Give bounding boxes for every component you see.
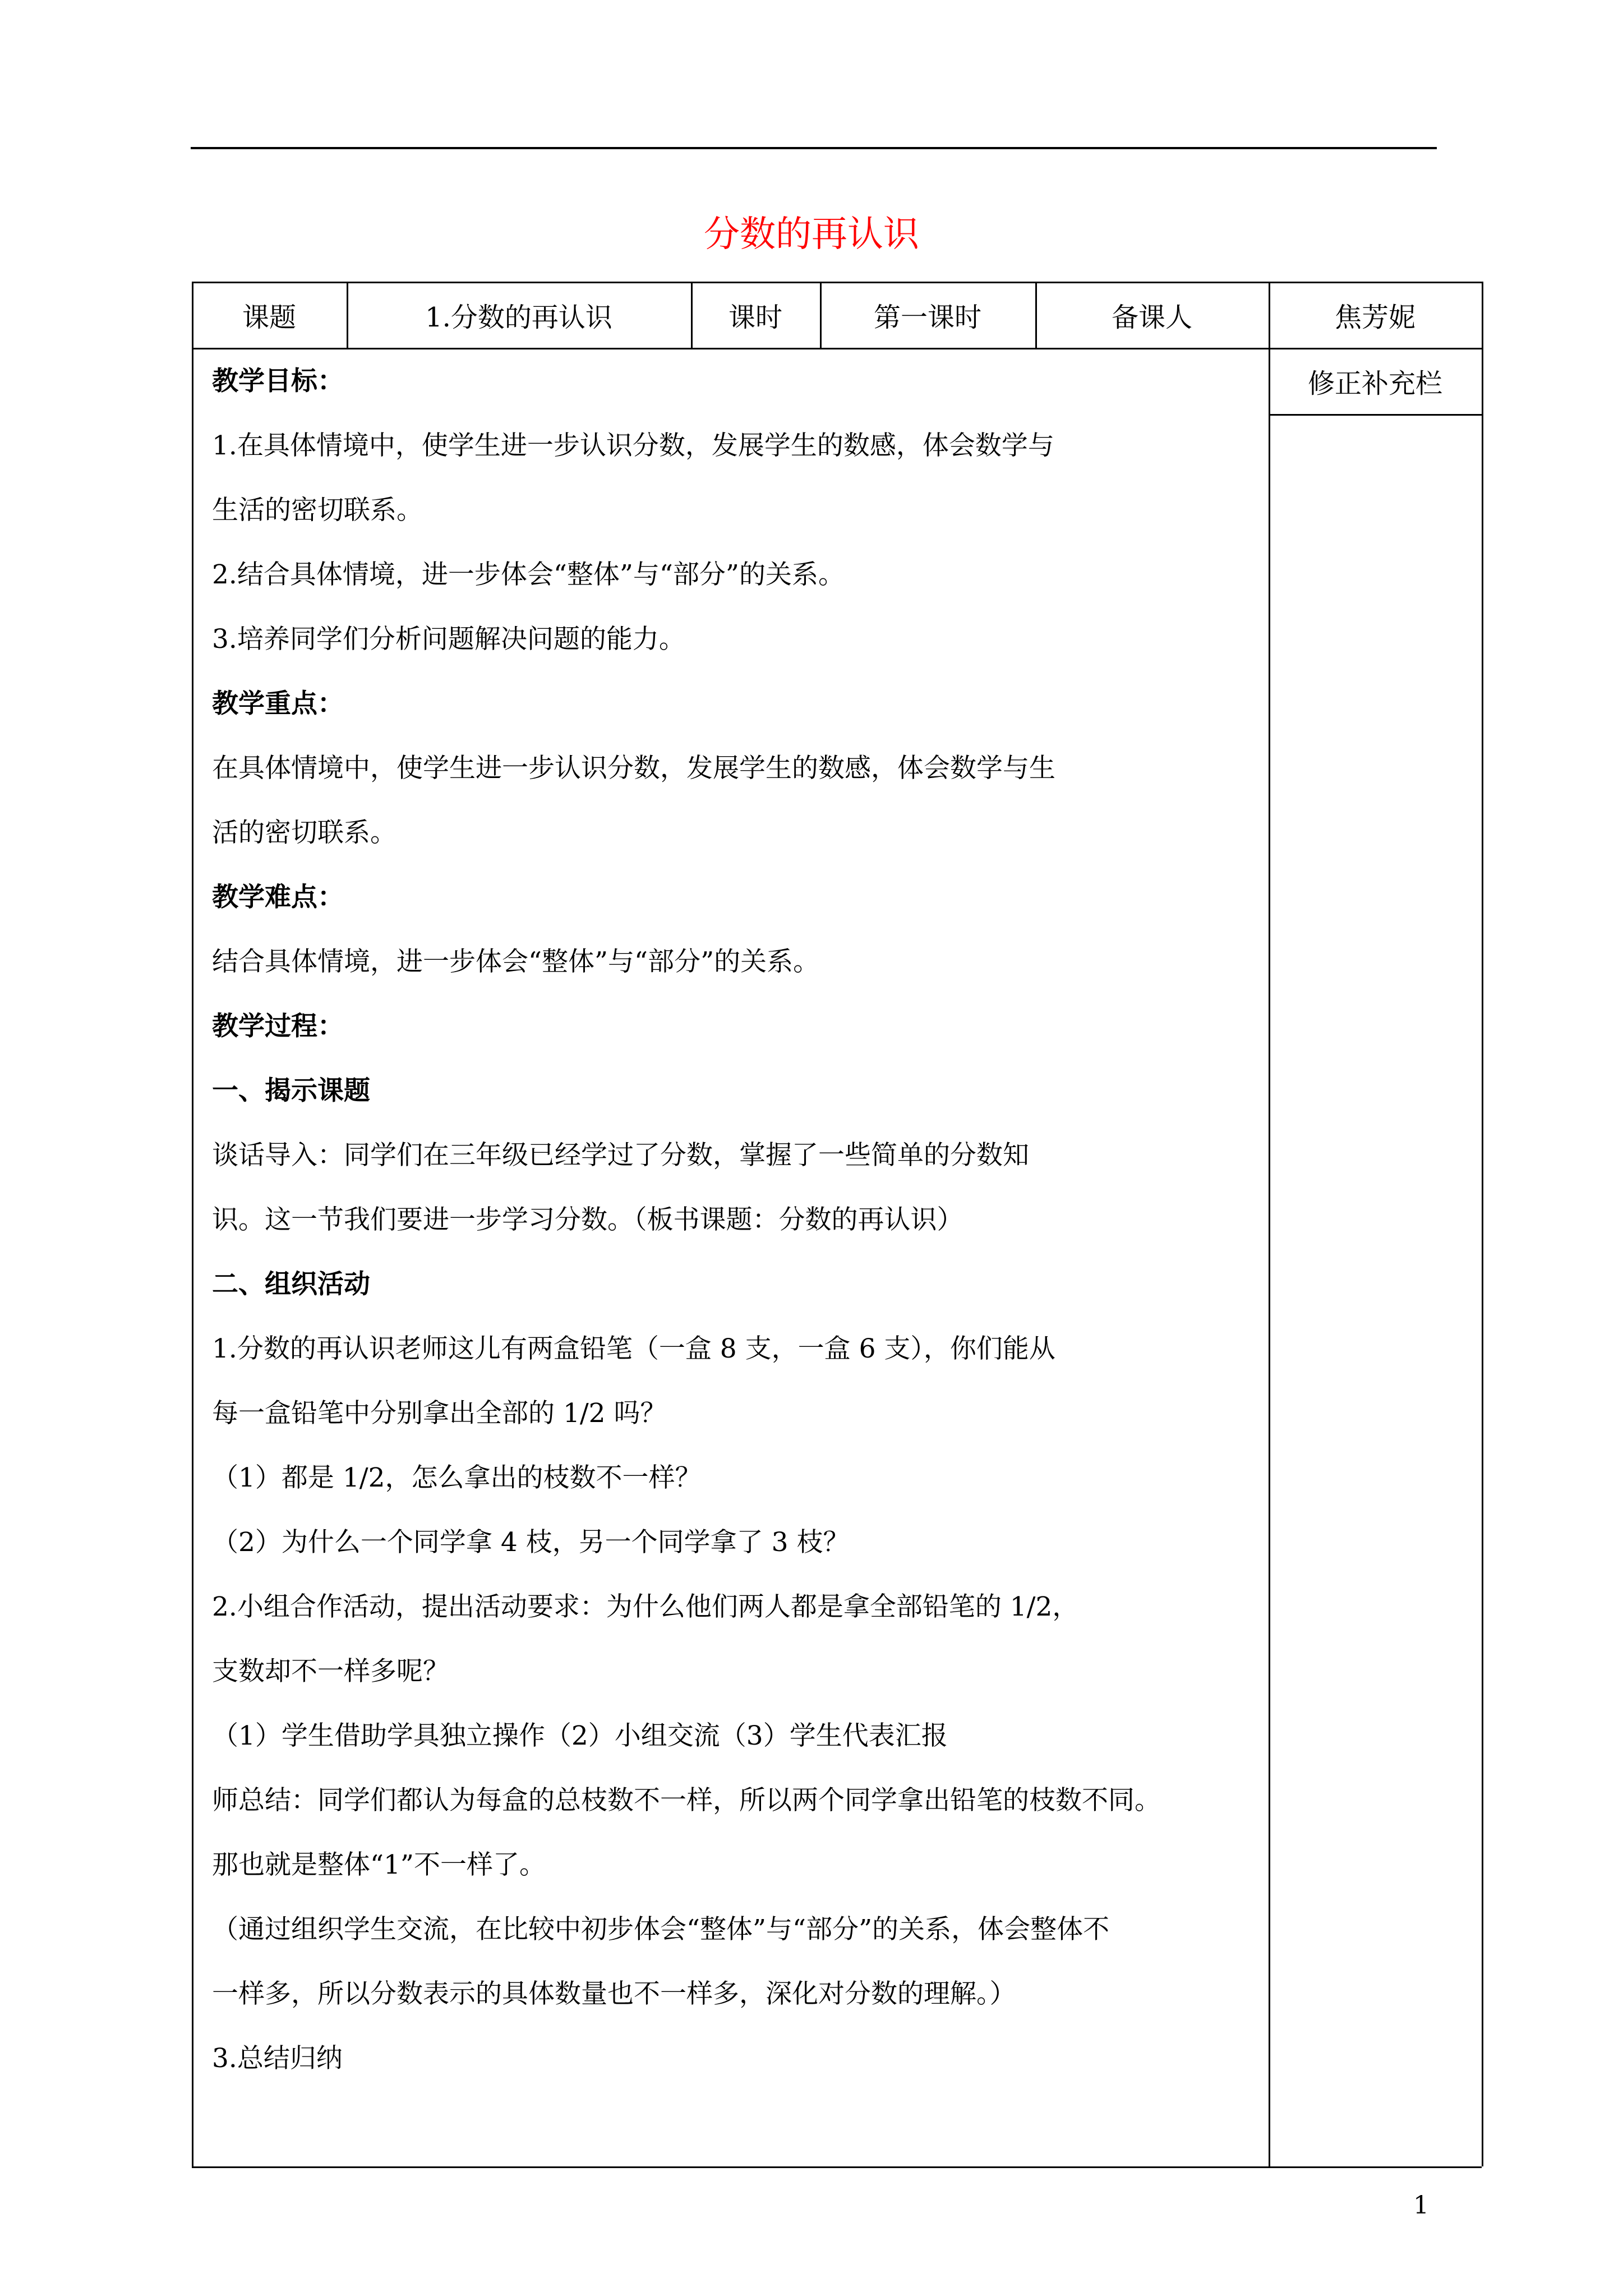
content-line: 支数却不一样多呢？ [212,1656,449,1687]
content-line: 一样多，所以分数表示的具体数量也不一样多，深化对分数的理解。） [212,1978,1016,2009]
page-number: 1 [1413,2191,1429,2220]
content-line: （1）学生借助学具独立操作（2）小组交流（3）学生代表汇报 [212,1720,948,1751]
content-line: 每一盒铅笔中分别拿出全部的 1/2 吗？ [212,1398,667,1429]
content-line: 那也就是整体“1”不一样了。 [212,1849,546,1880]
side-column-divider [1269,282,1270,2166]
preparer-label: 备课人 [1111,301,1192,333]
side-head-bottom [1269,414,1482,416]
content-line: 3.培养同学们分析问题解决问题的能力。 [212,624,685,655]
content-line: 2.小组合作活动，提出活动要求：为什么他们两人都是拿全部铅笔的 1/2， [212,1591,1079,1622]
content-line: 1.在具体情境中，使学生进一步认识分数，发展学生的数感，体会数学与 [212,430,1054,461]
content-line: 师总结：同学们都认为每盒的总枝数不一样，所以两个同学拿出铅笔的枝数不同。 [212,1785,1161,1816]
period-label: 课时 [728,301,782,333]
topic-value: 1.分数的再认识 [425,301,612,333]
topic-label: 课题 [242,301,296,333]
line-process-heading: 教学过程： [212,1011,344,1042]
content-line: （1）都是 1/2，怎么拿出的枝数不一样？ [212,1462,702,1493]
content-line: 2.结合具体情境，进一步体会“整体”与“部分”的关系。 [212,559,845,590]
table-border-left [192,282,193,2166]
table-border-bottom [192,2166,1482,2168]
content-line: 谈话导入：同学们在三年级已经学过了分数，掌握了一些简单的分数知 [212,1140,1029,1171]
line-section-one-heading: 一、揭示课题 [212,1075,370,1106]
content-line: 结合具体情境，进一步体会“整体”与“部分”的关系。 [212,946,820,977]
preparer-value: 焦芳妮 [1334,301,1415,333]
revision-column-title: 修正补充栏 [1307,367,1442,399]
line-keypoints-heading: 教学重点： [212,688,344,719]
content-line: 生活的密切联系。 [212,495,423,526]
content-line: 识。这一节我们要进一步学习分数。（板书课题：分数的再认识） [212,1204,963,1235]
content-line: 活的密切联系。 [212,817,396,848]
table-border-right [1482,282,1483,2166]
content-line: （通过组织学生交流，在比较中初步体会“整体”与“部分”的关系，体会整体不 [212,1914,1110,1945]
line-objectives-heading: 教学目标： [212,366,344,397]
content-line: 3.总结归纳 [212,2043,343,2074]
content-line: 1.分数的再认识老师这儿有两盒铅笔（一盒 8 支，一盒 6 支），你们能从 [212,1333,1055,1364]
line-difficulties-heading: 教学难点： [212,882,344,913]
lesson-plan-table [192,282,1482,2166]
period-value: 第一课时 [873,301,981,333]
header-rule [191,147,1437,149]
content-line: （2）为什么一个同学拿 4 枝，另一个同学拿了 3 枝？ [212,1527,850,1558]
document-title: 分数的再认识 [704,214,919,255]
line-section-two-heading: 二、组织活动 [212,1269,370,1300]
content-line: 在具体情境中，使学生进一步认识分数，发展学生的数感，体会数学与生 [212,753,1055,784]
